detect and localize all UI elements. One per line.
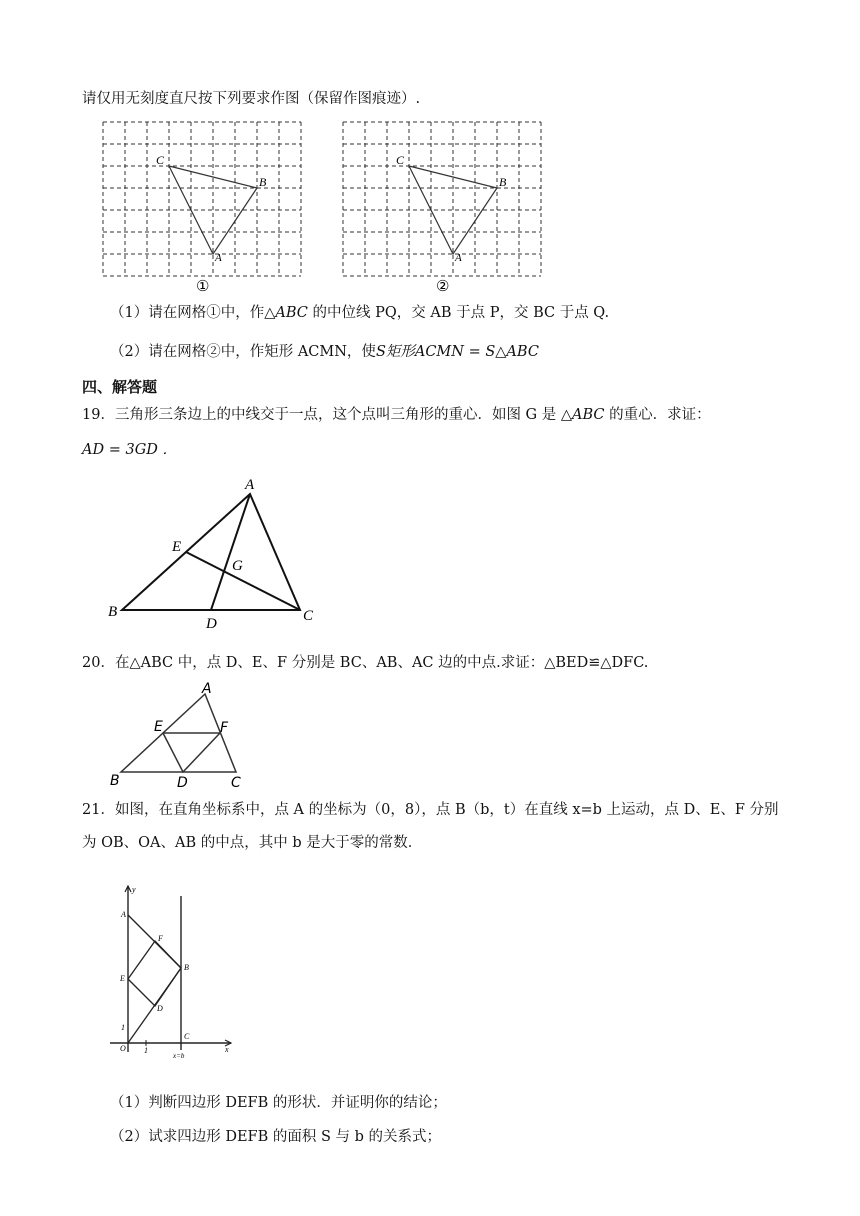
q21-label-xeqb: x=b <box>173 1052 185 1060</box>
q20-label-D: D <box>177 775 188 791</box>
q20-label-E: E <box>154 719 163 735</box>
q21-label-B: B <box>184 963 189 972</box>
q21-label-y: y <box>132 885 136 894</box>
q18-part1 <box>110 303 609 323</box>
q18-part2-math: S矩形ACMN = S△ABC <box>375 344 539 360</box>
q21-label-A: A <box>121 910 126 919</box>
q21-label-O: O <box>120 1044 126 1053</box>
q21-line1: 21．如图，在直角坐标系中，点 A 的坐标为（0，8），点 B（b，t）在直线 x=b 上运动，点 D、E、F 分别 <box>82 802 779 818</box>
q18-part1-b: 的中位线 PQ，交 AB 于点 P，交 BC 于点 Q. <box>307 305 610 321</box>
q19-label-E: E <box>172 539 182 555</box>
q21-line2: 为 OB、OA、AB 的中点，其中 b 是大于零的常数． <box>82 835 423 851</box>
grid-figure-1 <box>98 118 308 296</box>
q19-label-B: B <box>108 604 118 620</box>
grid-caption-2: ② <box>436 279 450 295</box>
q21-figure <box>105 880 240 1060</box>
q19-line1 <box>82 405 711 425</box>
label-A-2: A <box>455 252 462 264</box>
q18-part2 <box>110 342 539 362</box>
q19-line1-b: 的重心．求证： <box>604 407 711 423</box>
q21-part1: （1）判断四边形 DEFB 的形状．并证明你的结论； <box>110 1095 447 1111</box>
q20-label-C: C <box>231 775 241 791</box>
q19-line1-a: 19．三角形三条边上的中线交于一点，这个点叫三角形的重心．如图 G 是 <box>82 407 561 423</box>
q21-label-D: D <box>157 1004 163 1013</box>
q21-label-1x: 1 <box>144 1046 148 1055</box>
q18-part1-tri: △ABC <box>264 305 308 321</box>
q19-label-D: D <box>206 616 217 632</box>
label-B-1: B <box>259 175 267 189</box>
label-B-2: B <box>499 175 507 189</box>
label-A-1: A <box>215 252 222 264</box>
grid-caption-1: ① <box>196 279 210 295</box>
section-heading: 四、解答题 <box>82 378 158 396</box>
q20-label-A: A <box>202 681 212 697</box>
q21-part2: （2）试求四边形 DEFB 的面积 S 与 b 的关系式； <box>110 1129 442 1145</box>
q19-label-C: C <box>303 608 314 624</box>
q19-line2: AD = 3GD ． <box>82 442 178 458</box>
q21-label-C: C <box>184 1032 190 1041</box>
q21-label-F: F <box>158 934 163 943</box>
q21-label-E: E <box>120 974 125 983</box>
label-C-2: C <box>396 153 405 167</box>
q20-text: 20．在△ABC 中，点 D、E、F 分别是 BC、AB、AC 边的中点.求证：△BED≌△DFC. <box>82 655 649 671</box>
q19-line1-tri: △ABC <box>560 407 605 423</box>
q20-label-B: B <box>110 773 120 789</box>
q20-figure <box>106 680 256 792</box>
q20-label-F: F <box>220 720 229 736</box>
label-C-1: C <box>156 153 165 167</box>
q21-label-x: x <box>225 1045 229 1054</box>
q19-label-G: G <box>232 558 243 574</box>
q19-label-A: A <box>245 477 255 493</box>
q18-part1-a: （1）请在网格①中，作 <box>110 305 265 321</box>
q19-figure <box>100 470 330 635</box>
q21-label-1y: 1 <box>121 1023 125 1032</box>
intro-text: 请仅用无刻度直尺按下列要求作图（保留作图痕迹）. <box>82 91 421 107</box>
grid-figure-2 <box>338 118 548 296</box>
q18-part2-a: （2）请在网格②中，作矩形 ACMN，使 <box>110 344 376 360</box>
